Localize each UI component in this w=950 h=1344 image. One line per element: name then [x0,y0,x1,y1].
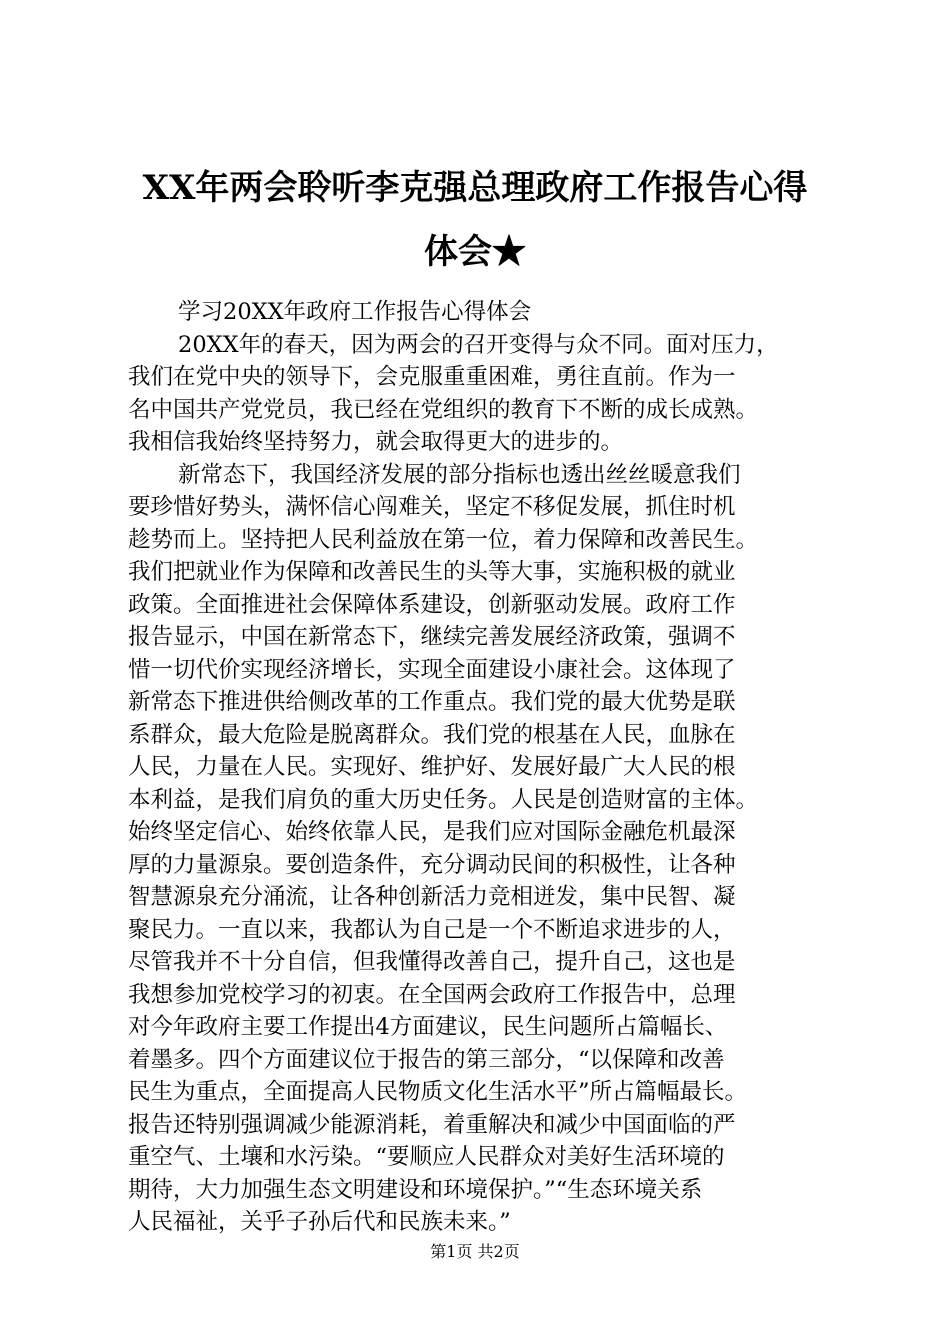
body-line: 报告还特别强调减少能源消耗，着重解决和减少中国面临的严 [128,1111,736,1138]
document-body [128,296,848,1239]
body-line: 尽管我并不十分自信，但我懂得改善自己，提升自己，这也是 [128,949,736,975]
body-line: 学习20XX年政府工作报告心得体会 [178,299,532,325]
body-line: 聚民力。一直以来，我都认为自己是一个不断追求进步的人， [128,916,736,943]
document-title [100,156,850,284]
body-line: 始终坚定信心、始终依靠人民，是我们应对国际金融危机最深 [128,819,736,845]
body-line: 人民，力量在人民。实现好、维护好、发展好最广大人民的根 [128,754,736,780]
body-line: 新常态下推进供给侧改革的工作重点。我们党的最大优势是联 [128,689,736,715]
title-line: 体会★ [424,232,526,272]
title-line: XX年两会聆听李克强总理政府工作报告心得 [142,168,808,208]
body-line: 智慧源泉充分涌流，让各种创新活力竞相迸发，集中民智、凝 [128,884,736,910]
body-line: 人民福祉，关乎子孙后代和民族未来。” [128,1209,511,1235]
body-line: 我们把就业作为保障和改善民生的头等大事，实施积极的就业 [128,559,736,585]
body-line: 惜一切代价实现经济增长，实现全面建设小康社会。这体现了 [128,656,736,683]
body-line: 报告显示，中国在新常态下，继续完善发展经济政策，强调不 [128,624,736,650]
body-line: 要珍惜好势头，满怀信心闯难关，坚定不移促发展，抓住时机 [128,494,736,520]
body-line: 重空气、土壤和水污染。“要顺应人民群众对美好生活环境的 [128,1144,725,1170]
body-line: 我相信我始终坚持努力，就会取得更大的进步的。 [128,429,624,455]
body-line: 本利益，是我们肩负的重大历史任务。人民是创造财富的主体。 [128,786,759,813]
body-line: 新常态下，我国经济发展的部分指标也透出丝丝暖意我们 [178,461,741,488]
body-line: 名中国共产党党员，我已经在党组织的教育下不断的成长成熟。 [128,396,759,423]
body-line: 厚的力量源泉。要创造条件，充分调动民间的积极性，让各种 [128,851,736,878]
body-line: 系群众，最大危险是脱离群众。我们党的根基在人民，血脉在 [128,721,736,748]
body-line: 20XX年的春天，因为两会的召开变得与众不同。面对压力， [178,331,779,358]
body-line: 我们在党中央的领导下，会克服重重困难，勇往直前。作为一 [128,364,736,390]
body-line: 我想参加党校学习的初衷。在全国两会政府工作报告中，总理 [128,981,736,1008]
page-number-footer: 第1页 共2页 [430,1242,520,1261]
body-line: 民生为重点，全面提高人民物质文化生活水平”所占篇幅最长。 [128,1079,748,1105]
body-line: 着墨多。四个方面建议位于报告的第三部分，“以保障和改善 [128,1046,725,1073]
body-line: 趁势而上。坚持把人民利益放在第一位，着力保障和改善民生。 [128,526,759,553]
body-line: 对今年政府主要工作提出4方面建议，民生问题所占篇幅长、 [128,1014,728,1040]
body-line: 政策。全面推进社会保障体系建设，创新驱动发展。政府工作 [128,591,736,618]
body-line: 期待，大力加强生态文明建设和环境保护。”“生态环境关系 [128,1176,703,1203]
